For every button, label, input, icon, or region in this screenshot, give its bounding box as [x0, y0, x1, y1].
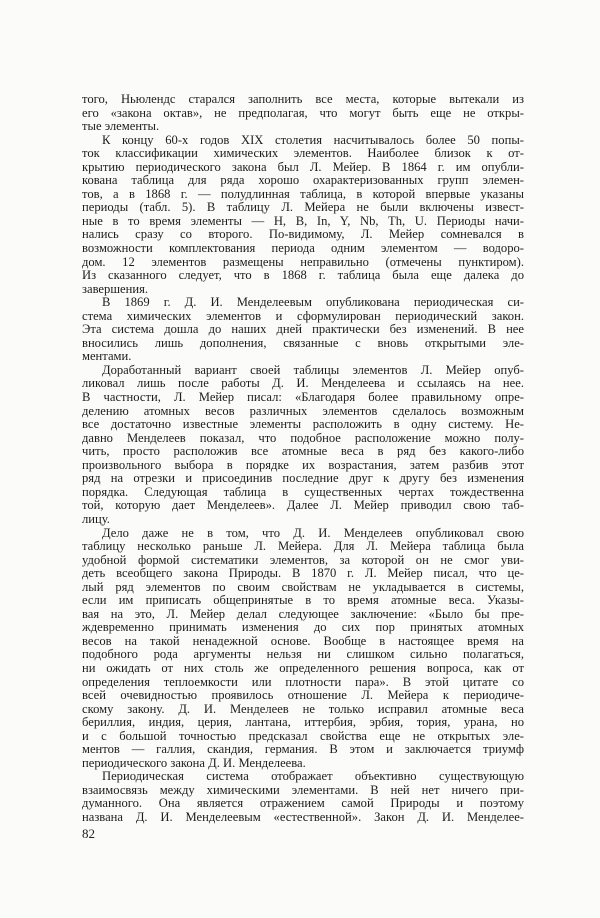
- text-line: определения теплоемкости или плотности пара». В этой цитате со: [82, 674, 524, 689]
- text-line: крытию периодического закона был Л. Мейер. В 1864 г. им опубли-: [82, 159, 524, 174]
- text-line: давно Менделеев показал, что подобное расположение можно полу-: [82, 430, 524, 445]
- text-line: названа Д. И. Менделеевым «естественной». Закон Д. И. Менделее-: [82, 809, 524, 824]
- text-line: нались сразу со второго. По-видимому, Л. Мейер сомневался в: [82, 227, 524, 242]
- text-line: ждевременно принимать изменения до сих пор принятых атомных: [82, 620, 524, 635]
- text-line: деть всеобщего закона Природы. В 1870 г. Л. Мейер писал, что це-: [82, 566, 524, 581]
- text-line: В частности, Л. Мейер писал: «Благодаря более правильному опре-: [82, 390, 524, 405]
- page-body-text: [82, 93, 524, 825]
- text-line: чить, просто расположив все атомные веса в ряд без какого-либо: [82, 444, 524, 459]
- text-line: лицу.: [82, 511, 110, 526]
- text-line: ментами.: [82, 349, 132, 364]
- text-line: ток классификации химических элементов. Наиболее близок к от-: [82, 146, 524, 161]
- text-line: подобного рода аргументы нельзя ни слишком сильно полагаться,: [82, 647, 524, 662]
- text-line: лый ряд элементов по своим свойствам не укладывается в системы,: [82, 579, 524, 594]
- text-line: Эта система дошла до наших дней практически без изменений. В нее: [82, 322, 524, 337]
- text-line: произвольного выбора в порядке их возрастания, затем разбив этот: [82, 457, 524, 472]
- text-line: его «закона октав», не предполагая, что могут быть еще не откры-: [82, 105, 524, 120]
- text-line: ные в то время элементы — H, B, In, Y, Nb, Th, U. Периоды начи-: [82, 213, 524, 228]
- text-line: тов, а в 1868 г. — полудлинная таблица, в которой впервые указаны: [82, 186, 524, 201]
- text-line: вая на это, Л. Мейер делал следующее заключение: «Было бы пре-: [82, 606, 524, 621]
- text-line: возможности комплектования периода одним элементом — водоро-: [82, 241, 524, 256]
- text-line: все достаточно известные элементы расположить в одну систему. Не-: [82, 417, 524, 432]
- text-line: ни ожидать от них столь же определенного решения вопроса, как от: [82, 660, 524, 675]
- text-line: если им приписать общепринятые в то время атомные веса. Указы-: [82, 593, 524, 608]
- text-line: тые элементы.: [82, 119, 160, 134]
- text-line: удобной формой систематики элементов, за которой он не смог уви-: [82, 552, 524, 567]
- text-line: Из сказанного следует, что в 1868 г. таблица была еще далека до: [82, 268, 524, 283]
- text-line: вносились лишь дополнения, связанные с вновь открытыми эле-: [82, 335, 524, 350]
- text-line: и с большой точностью предсказал свойства еще не открытых эле-: [82, 728, 524, 743]
- text-line: ряд на отрезки и присоединив последние друг к другу без изменения: [82, 471, 524, 486]
- text-line: скому закону. Д. И. Менделеев не только исправил атомные веса: [82, 701, 524, 716]
- text-line: таблицу несколько раньше Л. Мейера. Для Л. Мейера таблица была: [82, 539, 524, 554]
- text-line: периоды (табл. 5). В таблицу Л. Мейера не были включены извест-: [82, 200, 524, 215]
- text-line: весов на такой ненадежной основе. Вообще в настоящее время на: [82, 633, 524, 648]
- text-line: Периодическая система отображает объективно существующую: [102, 769, 524, 784]
- text-line: ментов — галлия, скандия, германия. В этом и заключается триумф: [82, 742, 524, 757]
- page-number: 82: [82, 826, 95, 841]
- text-line: бериллия, индия, церия, лантана, иттербия, эрбия, тория, урана, но: [82, 715, 524, 730]
- text-line: завершения.: [82, 281, 149, 296]
- text-line: стема химических элементов и сформулирован периодический закон.: [82, 308, 524, 323]
- text-line: периодического закона Д. И. Менделеева.: [82, 755, 306, 770]
- text-line: того, Ньюлендс старался заполнить все места, которые вытекали из: [82, 92, 524, 106]
- text-line: ликовал лишь после работы Д. И. Менделеева и ссылаясь на нее.: [82, 376, 524, 391]
- text-line: К концу 60-х годов XIX столетия насчитывалось более 50 попы-: [102, 132, 524, 147]
- text-line: кована таблица для ряда хорошо охарактеризованных групп элемен-: [82, 173, 524, 188]
- text-line: Доработанный вариант своей таблицы элементов Л. Мейер опуб-: [102, 362, 524, 377]
- text-line: делению атомных весов различных элементов сделалось возможным: [82, 403, 524, 418]
- text-line: дом. 12 элементов размещены неправильно (отмечены пунктиром).: [82, 254, 524, 269]
- text-line: той, которую дает Менделеев». Далее Л. Мейер приводил свою таб-: [82, 498, 524, 513]
- text-line: Дело даже не в том, что Д. И. Менделеев опубликовал свою: [102, 525, 524, 540]
- text-line: взаимосвязь между химическими элементами. В ней нет ничего при-: [82, 782, 524, 797]
- text-line: порядка. Следующая таблица в существенных чертах тождественна: [82, 484, 524, 499]
- text-line: В 1869 г. Д. И. Менделеевым опубликована периодическая си-: [102, 295, 524, 310]
- text-line: всей очевидностью проявилось отношение Л. Мейера к периодиче-: [82, 688, 524, 703]
- text-line: думанного. Она является отражением самой Природы и поэтому: [82, 796, 524, 811]
